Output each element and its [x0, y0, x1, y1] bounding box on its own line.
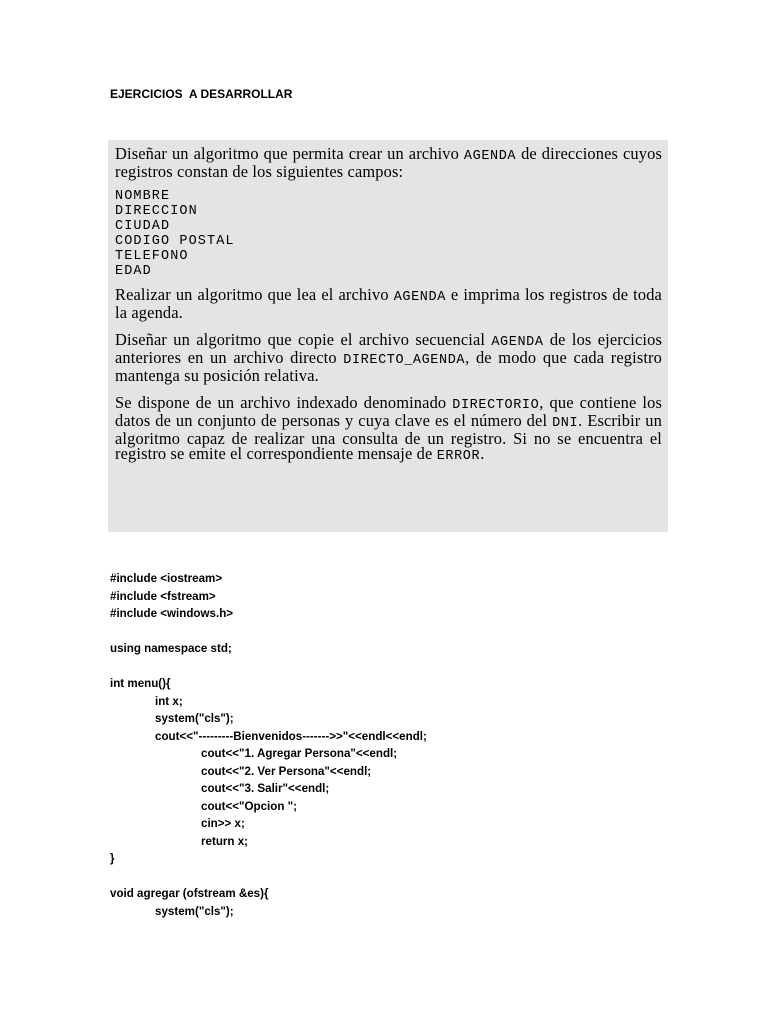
exercise-2-part-b: e imprima los registros de toda la agenda.: [115, 285, 662, 322]
code-line: system("cls");: [155, 712, 234, 725]
code-line: [110, 658, 710, 676]
exercise-4-error-word: ERROR: [436, 449, 481, 464]
exercise-4-part-c: . Escribir un algoritmo capaz de realizar una consulta de un registro. Si no se encuentra el registro se emite el correspondiente mensaje de: [115, 411, 662, 463]
code-line: void agregar (ofstream &es){: [110, 887, 269, 900]
code-line: return x;: [201, 834, 249, 848]
exercise-3-part-a: Diseñar un algoritmo que copie el archivo secuencial: [115, 330, 492, 349]
exercise-3-part-b: de los ejercicios anteriores en un archivo directo: [115, 330, 662, 367]
field-item: DIRECCION: [115, 204, 198, 219]
document-heading: EJERCICIOS A DESARROLLAR: [110, 87, 293, 101]
exercise-2-file-name: AGENDA: [393, 290, 446, 305]
exercise-2-text: [115, 287, 662, 320]
field-item: NOMBRE: [115, 189, 171, 204]
field-item: CODIGO POSTAL: [115, 234, 235, 249]
code-line: int menu(){: [110, 677, 171, 690]
code-line: cout<<"Opcion ";: [201, 799, 298, 813]
code-line: cin>> x;: [201, 817, 245, 830]
code-line: cout<<"3. Salir"<<endl;: [201, 782, 330, 795]
code-line: #include <windows.h>: [110, 607, 234, 620]
exercise-2-part-a: Realizar un algoritmo que lea el archivo: [115, 285, 394, 304]
exercise-1-text: [115, 146, 662, 179]
exercise-4-file-name: DIRECTORIO: [452, 398, 540, 413]
exercise-4-part-b: , que contiene los datos de un conjunto de personas y cuya clave es el número del: [115, 393, 662, 430]
exercise-3-file-name-2: DIRECTO_AGENDA: [343, 353, 466, 368]
code-line: system("cls");: [155, 904, 234, 918]
code-line: int x;: [155, 694, 183, 708]
exercise-4-part-a: Se dispone de un archivo indexado denominado: [115, 393, 453, 412]
field-item: CIUDAD: [115, 219, 171, 234]
code-line: #include <iostream>: [110, 572, 223, 585]
exercise-3-text: [115, 332, 662, 383]
code-line: using namespace std;: [110, 642, 232, 655]
exercise-1-file-name: AGENDA: [463, 149, 517, 164]
code-listing: [110, 570, 710, 920]
code-line: #include <fstream>: [110, 589, 216, 603]
exercise-1-intro: Diseñar un algoritmo que permita crear un archivo: [115, 144, 459, 163]
code-line: cout<<"1. Agregar Persona"<<endl;: [201, 747, 398, 760]
code-line: [110, 623, 710, 641]
exercise-4-text: [115, 395, 662, 464]
code-line: cout<<"---------Bienvenidos------->>"<<endl<<endl;: [155, 729, 427, 743]
exercise-3-part-c: , de modo que cada registro mantenga su posición relativa.: [115, 348, 662, 385]
code-line: }: [110, 852, 115, 865]
exercise-4-key-name: DNI: [552, 416, 579, 431]
exercise-4-part-d: .: [480, 444, 485, 463]
field-item: EDAD: [115, 264, 152, 279]
exercise-statement-box: [108, 140, 668, 532]
exercise-1-intro-rest: de direcciones cuyos registros constan de los siguientes campos:: [115, 144, 662, 181]
field-list: [115, 189, 662, 279]
code-line: cout<<"2. Ver Persona"<<endl;: [201, 764, 372, 778]
exercise-3-file-name-1: AGENDA: [491, 335, 544, 350]
field-item: TELEFONO: [115, 249, 189, 264]
code-line: [110, 868, 710, 886]
